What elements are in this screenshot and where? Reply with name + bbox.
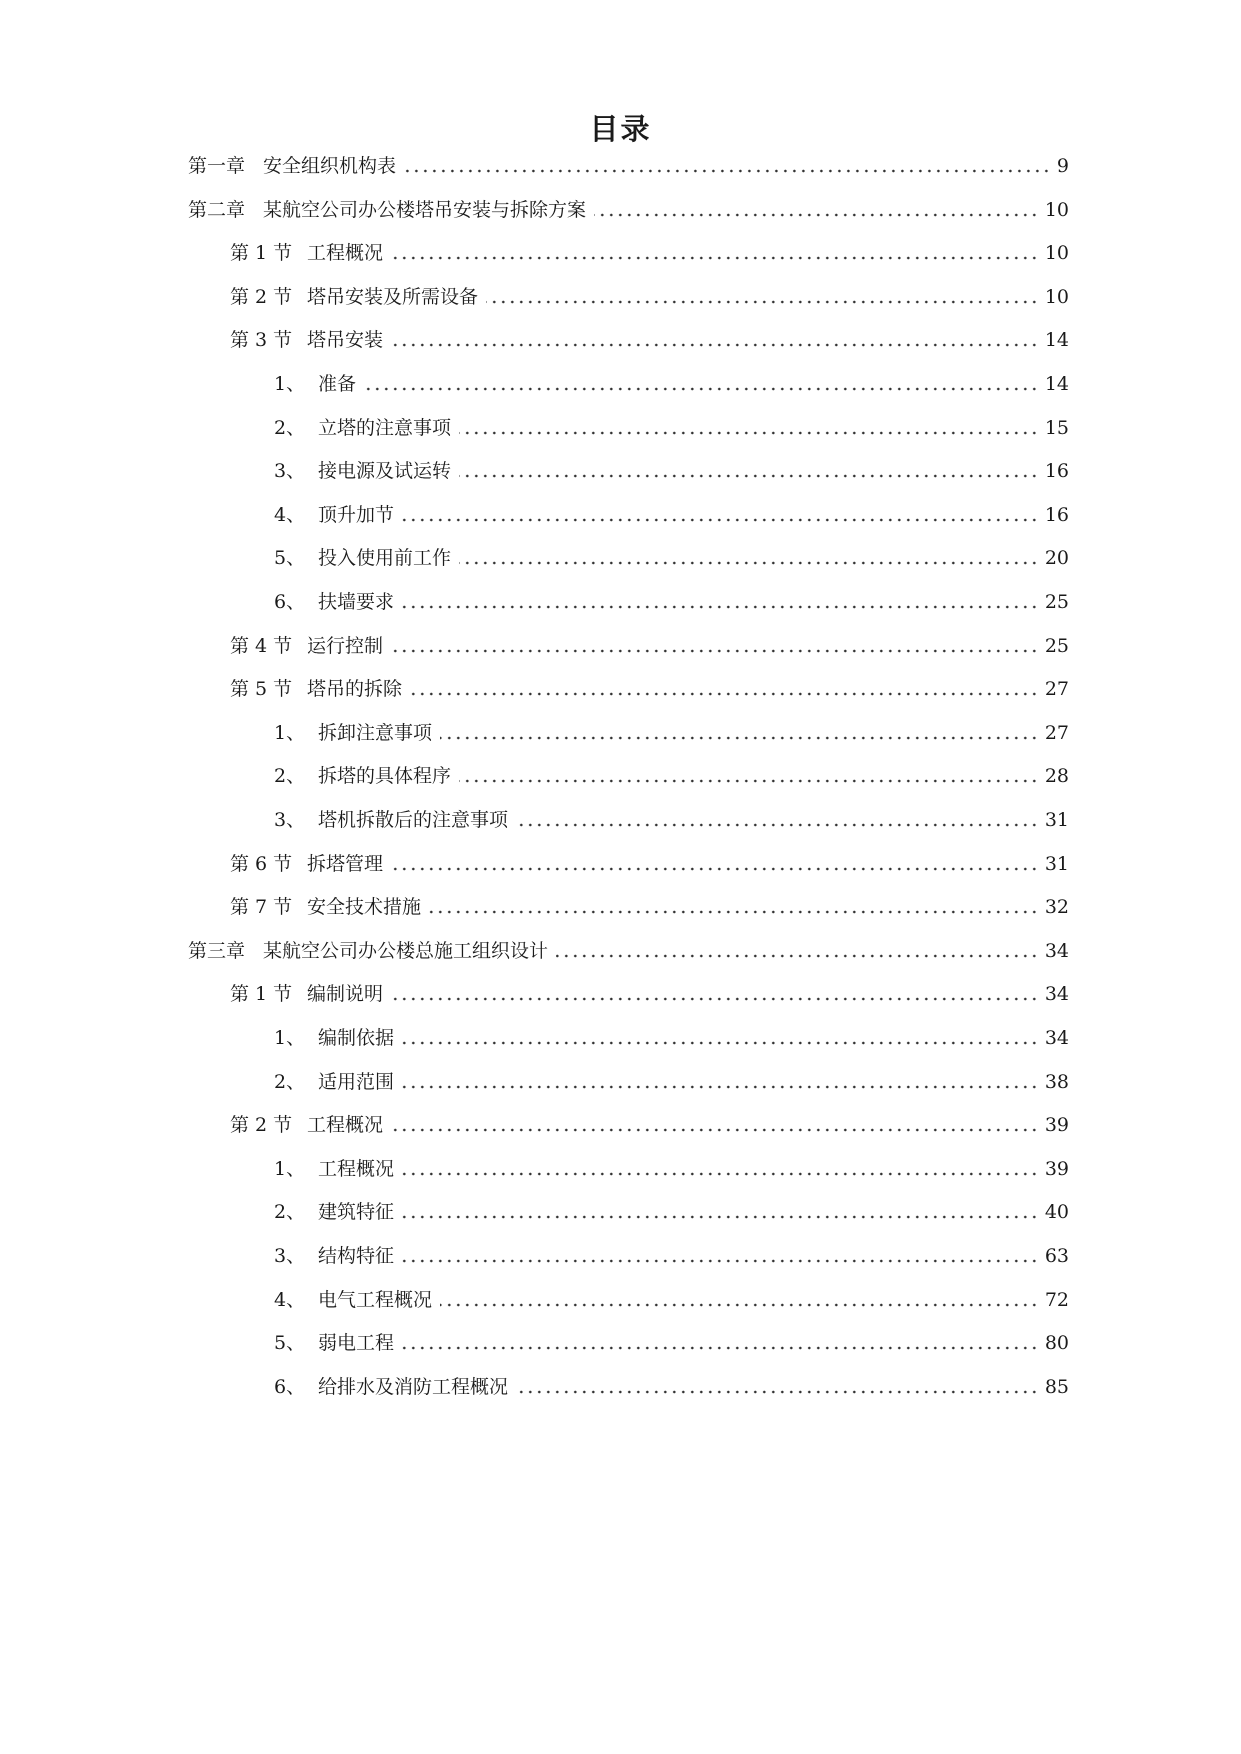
- toc-entry[interactable]: [274, 587, 1069, 617]
- toc-entry[interactable]: [274, 1197, 1069, 1227]
- toc-entry-number: 1、: [274, 1027, 306, 1049]
- toc-entry-page-number: 34: [1044, 1027, 1069, 1049]
- toc-entry-page-number: 72: [1044, 1288, 1069, 1311]
- toc-dot-leader: [391, 867, 1039, 871]
- toc-entry-page-number: 38: [1044, 1070, 1069, 1093]
- toc-entry[interactable]: [230, 282, 1069, 312]
- toc-entry[interactable]: [274, 1241, 1069, 1271]
- toc-entry[interactable]: [274, 718, 1069, 748]
- toc-entry-number: 5、: [274, 547, 306, 570]
- toc-entry-title: 适用范围: [318, 1070, 395, 1093]
- toc-entry-number: 1、: [274, 1157, 306, 1180]
- toc-entry-page-number: 16: [1044, 503, 1069, 526]
- toc-entry-label: [274, 1197, 394, 1227]
- toc-dot-leader: [459, 561, 1039, 565]
- toc-entry-number: 2、: [274, 416, 306, 439]
- toc-entry-title: 工程概况: [318, 1157, 395, 1180]
- toc-entry-number: 3、: [274, 460, 306, 483]
- toc-entry[interactable]: [230, 849, 1069, 879]
- toc-dot-leader: [391, 343, 1039, 347]
- toc-entry-title: 接电源及试运转: [318, 460, 452, 483]
- toc-dot-leader: [402, 518, 1039, 522]
- toc-dot-leader: [459, 431, 1039, 435]
- toc-entry-number: 第 3 节: [230, 329, 293, 352]
- toc-dot-leader: [402, 1041, 1039, 1045]
- toc-dot-leader: [556, 954, 1039, 958]
- toc-entry-title: 弱电工程: [318, 1332, 395, 1355]
- toc-entry-page-number: 31: [1044, 852, 1069, 875]
- toc-entry-title: 某航空公司办公楼总施工组织设计: [263, 939, 549, 962]
- toc-entry[interactable]: [230, 979, 1069, 1009]
- toc-entry-label: [274, 543, 451, 573]
- toc-entry-title: 建筑特征: [318, 1201, 395, 1224]
- toc-entry[interactable]: [188, 195, 1069, 225]
- toc-entry-number: 2、: [274, 765, 306, 788]
- toc-entry-page-number: 25: [1044, 634, 1069, 657]
- toc-entry-number: 第一章: [188, 155, 246, 177]
- toc-entry[interactable]: [274, 1328, 1069, 1358]
- toc-entry-label: [274, 1154, 394, 1184]
- toc-entry-number: 第三章: [188, 939, 246, 962]
- toc-entry-label: [230, 325, 383, 355]
- toc-entry-page-number: 20: [1044, 547, 1069, 570]
- toc-dot-leader: [459, 474, 1039, 478]
- toc-entry[interactable]: [230, 325, 1069, 355]
- toc-entry-page-number: 63: [1044, 1245, 1069, 1267]
- toc-entry-page-number: 34: [1044, 983, 1069, 1006]
- toc-entry-number: 2、: [274, 1201, 306, 1224]
- toc-entry-page-number: 10: [1044, 285, 1069, 308]
- toc-entry[interactable]: [274, 1285, 1069, 1315]
- toc-entry-label: [230, 631, 383, 661]
- toc-entry-title: 投入使用前工作: [318, 547, 452, 570]
- toc-dot-leader: [594, 213, 1039, 217]
- toc-entry[interactable]: [188, 936, 1069, 966]
- toc-entry[interactable]: [274, 1067, 1069, 1097]
- toc-entry[interactable]: [274, 369, 1069, 399]
- toc-entry-number: 第 4 节: [230, 634, 293, 657]
- toc-entry-number: 4、: [274, 503, 306, 526]
- toc-entry-label: [274, 1372, 508, 1402]
- toc-entry-title: 运行控制: [307, 634, 384, 657]
- toc-dot-leader: [402, 1215, 1039, 1219]
- page-title: 目录: [589, 112, 652, 146]
- toc-entry-label: [188, 195, 586, 225]
- toc-entry-page-number: 34: [1044, 939, 1069, 962]
- toc-entry-label: [230, 1110, 383, 1140]
- toc-entry-page-number: 10: [1044, 242, 1069, 265]
- toc-entry-label: [230, 238, 383, 268]
- toc-entry[interactable]: [274, 1154, 1069, 1184]
- toc-entry-title: 塔吊安装及所需设备: [307, 285, 479, 308]
- toc-dot-leader: [410, 692, 1039, 696]
- toc-entry[interactable]: [188, 151, 1069, 181]
- toc-dot-leader: [364, 387, 1039, 391]
- toc-entry-page-number: 16: [1044, 460, 1069, 483]
- toc-entry-label: [274, 1067, 394, 1097]
- toc-entry[interactable]: [274, 413, 1069, 443]
- toc-entry-title: 拆塔管理: [307, 852, 384, 875]
- toc-dot-leader: [516, 823, 1039, 827]
- toc-entry-title: 安全组织机构表: [263, 155, 397, 177]
- toc-entry-title: 编制依据: [318, 1027, 395, 1049]
- toc-dot-leader: [440, 1303, 1039, 1307]
- toc-entry-label: [274, 500, 394, 530]
- toc-dot-leader: [440, 736, 1039, 740]
- toc-entry[interactable]: [274, 761, 1069, 791]
- toc-entry[interactable]: [274, 805, 1069, 835]
- toc-entry-label: [274, 1023, 394, 1053]
- toc-dot-leader: [391, 1128, 1039, 1132]
- toc-entry[interactable]: [274, 1372, 1069, 1402]
- toc-entry-title: 拆卸注意事项: [318, 721, 433, 744]
- toc-entry-page-number: 9: [1056, 155, 1069, 177]
- toc-entry-page-number: 15: [1044, 416, 1069, 439]
- toc-entry[interactable]: [274, 500, 1069, 530]
- toc-entry[interactable]: [230, 1110, 1069, 1140]
- toc-entry-number: 第二章: [188, 198, 246, 221]
- toc-dot-leader: [402, 1085, 1039, 1089]
- toc-entry-title: 某航空公司办公楼塔吊安装与拆除方案: [263, 198, 587, 221]
- toc-dot-leader: [486, 300, 1039, 304]
- toc-entry-title: 顶升加节: [318, 503, 395, 526]
- toc-entry-label: [230, 979, 383, 1009]
- toc-dot-leader: [402, 1259, 1039, 1263]
- toc-entry-title: 结构特征: [318, 1245, 395, 1267]
- toc-entry-label: [230, 849, 383, 879]
- toc-entry-title: 准备: [318, 373, 357, 395]
- toc-entry-label: [274, 718, 432, 748]
- toc-entry-number: 6、: [274, 1375, 306, 1398]
- toc-entry-label: [188, 151, 396, 181]
- toc-entry-number: 5、: [274, 1332, 306, 1355]
- toc-entry-number: 第 6 节: [230, 852, 293, 875]
- toc-entry-title: 立塔的注意事项: [318, 416, 452, 439]
- toc-entry-page-number: 39: [1044, 1114, 1069, 1137]
- toc-entry-number: 1、: [274, 721, 306, 744]
- toc-dot-leader: [391, 649, 1039, 653]
- toc-entry-title: 编制说明: [307, 983, 384, 1006]
- toc-entry-label: [274, 413, 451, 443]
- toc-entry-label: [274, 1328, 394, 1358]
- toc-entry[interactable]: [274, 456, 1069, 486]
- toc-entry-label: [230, 282, 478, 312]
- toc-entry-label: [274, 805, 508, 835]
- toc-entry[interactable]: [230, 674, 1069, 704]
- toc-entry-title: 给排水及消防工程概况: [318, 1375, 509, 1398]
- toc-dot-leader: [402, 605, 1039, 609]
- toc-entry-number: 1、: [274, 373, 306, 395]
- toc-dot-leader: [459, 779, 1039, 783]
- toc-dot-leader: [429, 910, 1039, 914]
- toc-entry-label: [274, 1285, 432, 1315]
- toc-dot-leader: [402, 1346, 1039, 1350]
- toc-entry-title: 塔机拆散后的注意事项: [318, 809, 509, 831]
- toc-entry[interactable]: [274, 543, 1069, 573]
- toc-dot-leader: [391, 997, 1039, 1001]
- toc-entry-title: 拆塔的具体程序: [318, 765, 452, 788]
- toc-entry-label: [274, 369, 356, 399]
- toc-entry-page-number: 80: [1044, 1332, 1069, 1355]
- toc-entry-page-number: 27: [1044, 721, 1069, 744]
- toc-entry-page-number: 14: [1044, 329, 1069, 352]
- toc-entry-number: 第 5 节: [230, 678, 293, 701]
- toc-entry-number: 3、: [274, 809, 306, 831]
- toc-entry-label: [274, 761, 451, 791]
- toc-entry-label: [274, 587, 394, 617]
- toc-entry-page-number: 39: [1044, 1157, 1069, 1180]
- toc-dot-leader: [516, 1390, 1039, 1394]
- toc-entry-page-number: 10: [1044, 198, 1069, 221]
- toc-entry-page-number: 32: [1044, 896, 1069, 919]
- toc-entry-page-number: 31: [1044, 809, 1069, 831]
- toc-entry-page-number: 25: [1044, 591, 1069, 613]
- toc-entry[interactable]: [230, 238, 1069, 268]
- toc-entry-number: 第 2 节: [230, 1114, 293, 1137]
- toc-entry-label: [274, 456, 451, 486]
- toc-entry-title: 扶墙要求: [318, 591, 395, 613]
- toc-entry-label: [274, 1241, 394, 1271]
- toc-entry-number: 6、: [274, 591, 306, 613]
- toc-entry-page-number: 40: [1044, 1201, 1069, 1224]
- toc-entry-number: 4、: [274, 1288, 306, 1311]
- toc-dot-leader: [402, 1172, 1039, 1176]
- toc-entry-title: 电气工程概况: [318, 1288, 433, 1311]
- toc-entry-label: [230, 892, 421, 922]
- toc-entry-label: [230, 674, 402, 704]
- toc-entry-number: 2、: [274, 1070, 306, 1093]
- toc-entry[interactable]: [274, 1023, 1069, 1053]
- toc-entry-label: [188, 936, 548, 966]
- toc-entry-title: 工程概况: [307, 1114, 384, 1137]
- toc-entry-title: 工程概况: [307, 242, 384, 265]
- toc-dot-leader: [391, 256, 1039, 260]
- toc-entry[interactable]: [230, 631, 1069, 661]
- toc-entry-page-number: 85: [1044, 1375, 1069, 1398]
- toc-entry-page-number: 28: [1044, 765, 1069, 788]
- toc-entry-title: 塔吊的拆除: [307, 678, 403, 701]
- toc-dot-leader: [404, 169, 1051, 173]
- toc-entry-title: 安全技术措施: [307, 896, 422, 919]
- toc-entry-page-number: 14: [1044, 373, 1069, 395]
- toc-entry-number: 第 2 节: [230, 285, 293, 308]
- toc-entry-page-number: 27: [1044, 678, 1069, 701]
- toc-entry-number: 第 7 节: [230, 896, 293, 919]
- toc-entry-number: 第 1 节: [230, 242, 293, 265]
- toc-entry-number: 第 1 节: [230, 983, 293, 1006]
- toc-entry[interactable]: [230, 892, 1069, 922]
- toc-entry-title: 塔吊安装: [307, 329, 384, 352]
- toc-entry-number: 3、: [274, 1245, 306, 1267]
